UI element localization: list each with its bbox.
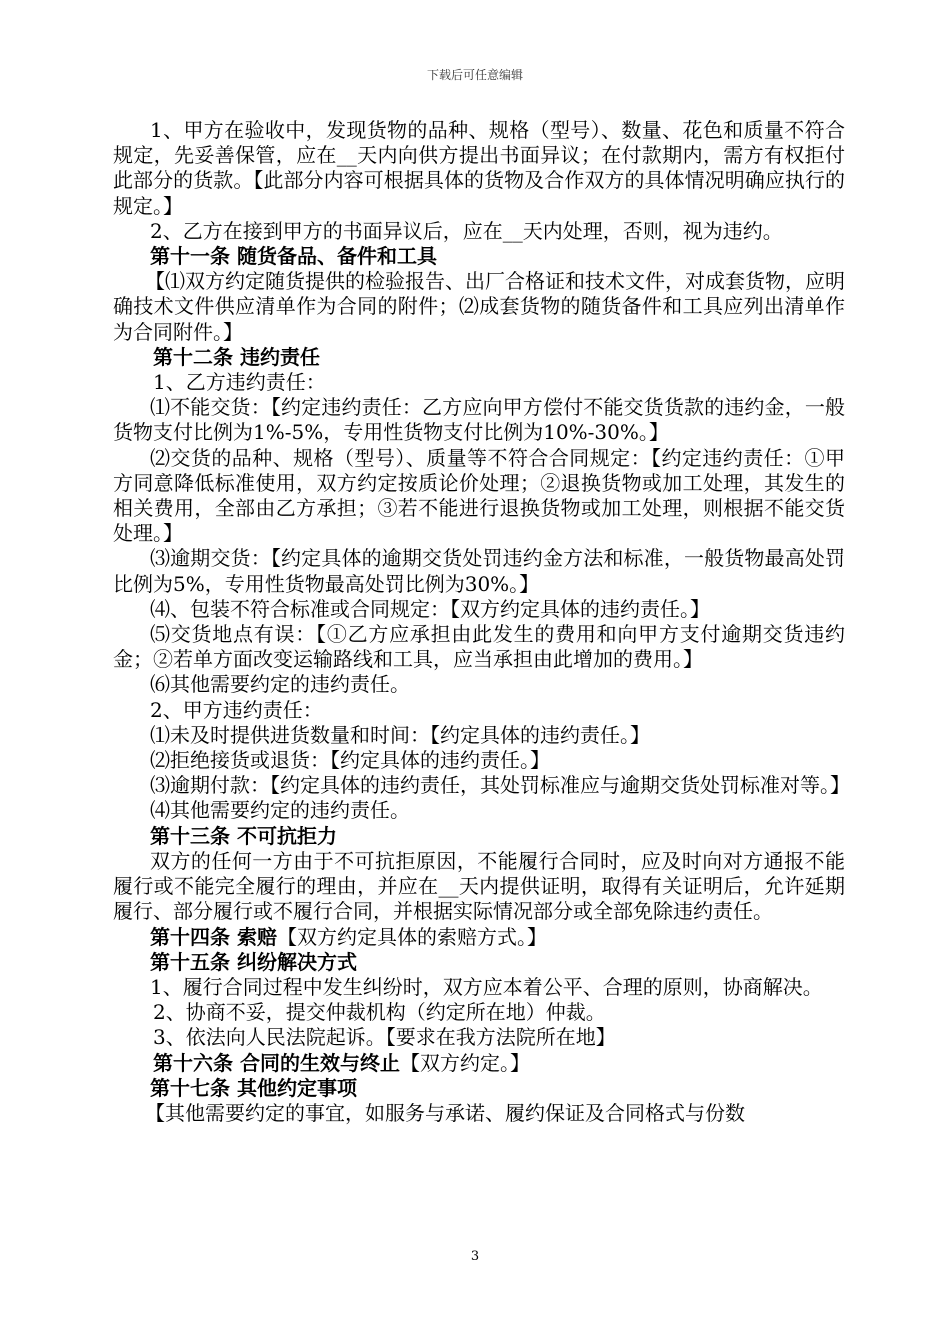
section-heading: 第十五条 纠纷解决方式 [150,949,357,974]
section-heading [113,1051,845,1076]
paragraph: ⑴未及时提供进货数量和时间：【约定具体的违约责任。】 [150,722,650,747]
paragraph: 【⑴双方约定随货提供的检验报告、出厂合格证和技术文件，对成套货物，应明确技术文件供应清单作为合同的附件；⑵成套货物的随货备件和工具应列出清单作为合同附件。】 [113,269,845,344]
paragraph: ⑶逾期付款：【约定具体的违约责任，其处罚标准应与逾期交货处罚标准对等。】 [150,773,850,798]
heading-label: 第十四条 索赔 [150,924,277,949]
paragraph: 2、乙方在接到甲方的书面异议后，应在__天内处理，否则，视为违约。 [150,218,783,243]
paragraph: ⑴不能交货：【约定违约责任：乙方应向甲方偿付不能交货货款的违约金，一般货物支付比例为1%-5%，专用性货物支付比例为10%-30%。】 [113,395,845,445]
paragraph: 1、乙方违约责任： [153,370,326,395]
document-body [113,118,850,1126]
paragraph: 2、协商不妥，提交仲裁机构（约定所在地）仲裁。 [153,1000,606,1025]
section-heading: 第十二条 违约责任 [153,344,320,369]
heading-note: 【双方约定。】 [399,1050,530,1075]
paragraph: 1、甲方在验收中，发现货物的品种、规格（型号）、数量、花色和质量不符合规定，先妥善保管，应在__天内向供方提出书面异议；在付款期内，需方有权拒付此部分的货款。【此部分内容可根据具体的货物及合作双方的具体情况明确应执行的规定。】 [113,118,845,218]
section-heading: 第十七条 其他约定事项 [150,1075,357,1100]
paragraph: 【其他需要约定的事宜，如服务与承诺、履约保证及合同格式与份数 [145,1100,745,1125]
paragraph: ⑹其他需要约定的违约责任。 [150,672,410,697]
paragraph: 3、依法向人民法院起诉。【要求在我方法院所在地】 [153,1025,616,1050]
page-number: 3 [470,1249,480,1264]
paragraph: ⑷、包装不符合标准或合同规定：【双方约定具体的违约责任。】 [150,596,710,621]
section-heading: 第十三条 不可抗拒力 [150,823,337,848]
paragraph: ⑸交货地点有误：【①乙方应承担由此发生的费用和向甲方支付逾期交货违约金；②若单方面改变运输路线和工具，应当承担由此增加的费用。】 [113,622,845,672]
paragraph: ⑶逾期交货：【约定具体的逾期交货处罚违约金方法和标准，一般货物最高处罚比例为5%，专用性货物最高处罚比例为30%。】 [113,546,845,596]
section-heading [113,925,845,950]
heading-note: 【双方约定具体的索赔方式。】 [276,924,547,949]
paragraph: ⑷其他需要约定的违约责任。 [150,798,410,823]
paragraph: 双方的任何一方由于不可抗拒原因，不能履行合同时，应及时向对方通报不能履行或不能完全履行的理由，并应在__天内提供证明，取得有关证明后，允许延期履行、部分履行或不履行合同，并根据实际情况部分或全部免除违约责任。 [113,848,845,924]
heading-label: 第十六条 合同的生效与终止 [153,1050,400,1075]
paragraph: ⑵拒绝接货或退货：【约定具体的违约责任。】 [150,748,550,773]
paragraph: 2、甲方违约责任： [150,697,323,722]
paragraph: 1、履行合同过程中发生纠纷时，双方应本着公平、合理的原则，协商解决。 [150,974,823,999]
section-heading: 第十一条 随货备品、备件和工具 [150,244,437,269]
page-header: 下载后可任意编辑 [426,68,523,82]
paragraph: ⑵交货的品种、规格（型号）、质量等不符合合同规定：【约定违约责任：①甲方同意降低标准使用，双方约定按质论价处理；②退换货物或加工处理，其发生的相关费用，全部由乙方承担；③若不能进行退换货物或加工处理，则根据不能交货处理。】 [113,445,845,546]
